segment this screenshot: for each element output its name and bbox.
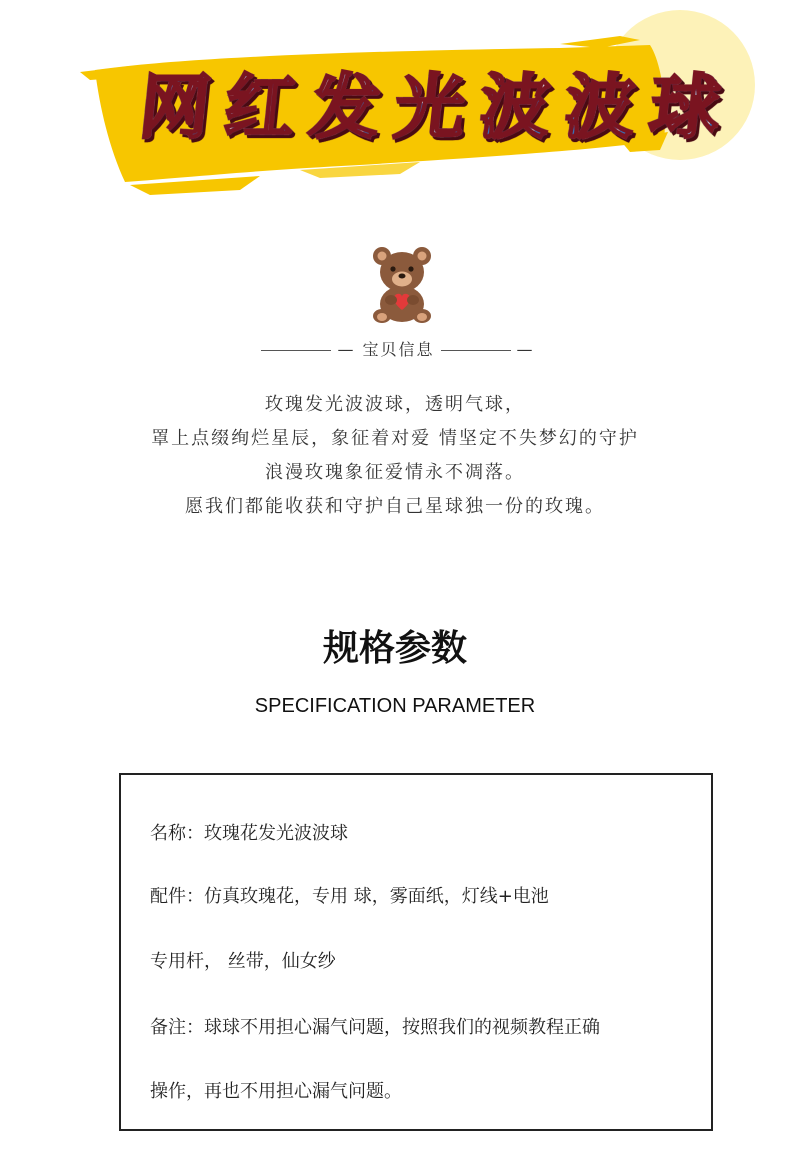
title-char: 波 [560,66,640,148]
teddy-bear-heart-icon [367,244,437,324]
title-char: 红 [220,66,300,148]
title-banner [0,0,790,225]
section-label-baby-info [0,337,790,360]
divider-line [441,350,511,351]
section-label: 宝贝信息 [362,340,435,359]
dash-left: — [337,340,356,359]
spec-box [119,773,713,1131]
dash-right: — [516,340,535,359]
title-char: 发 [305,66,385,148]
product-description [0,388,790,524]
description-line: 罩上点缀绚烂星辰，象征着对爱 情坚定不失梦幻的守护 [151,428,639,449]
spec-line-accessories-cont: 专用杆， 丝带，仙女纱 [150,951,336,972]
spec-subtitle: SPECIFICATION PARAMETER [254,695,536,717]
spec-title: 规格参数 [322,628,467,669]
description-line: 玫瑰发光波波球，透明气球， [265,394,525,415]
description-line: 浪漫玫瑰象征爱情永不凋落。 [265,462,525,483]
description-line: 愿我们都能收获和守护自己星球独一份的玫瑰。 [185,496,605,517]
title-char: 球 [645,66,725,148]
spec-line-note: 备注：球球不用担心漏气问题，按照我们的视频教程正确 [150,1017,600,1038]
spec-line-note-cont: 操作，再也不用担心漏气问题。 [150,1081,402,1102]
divider-line [261,350,331,351]
banner-title [135,62,725,152]
spec-line-name: 名称：玫瑰花发光波波球 [150,823,348,844]
title-char: 光 [390,66,470,148]
title-char: 波 [475,66,555,148]
spec-line-accessories: 配件：仿真玫瑰花，专用 球，雾面纸，灯线+电池 [150,886,549,907]
title-char: 网 [135,66,215,148]
